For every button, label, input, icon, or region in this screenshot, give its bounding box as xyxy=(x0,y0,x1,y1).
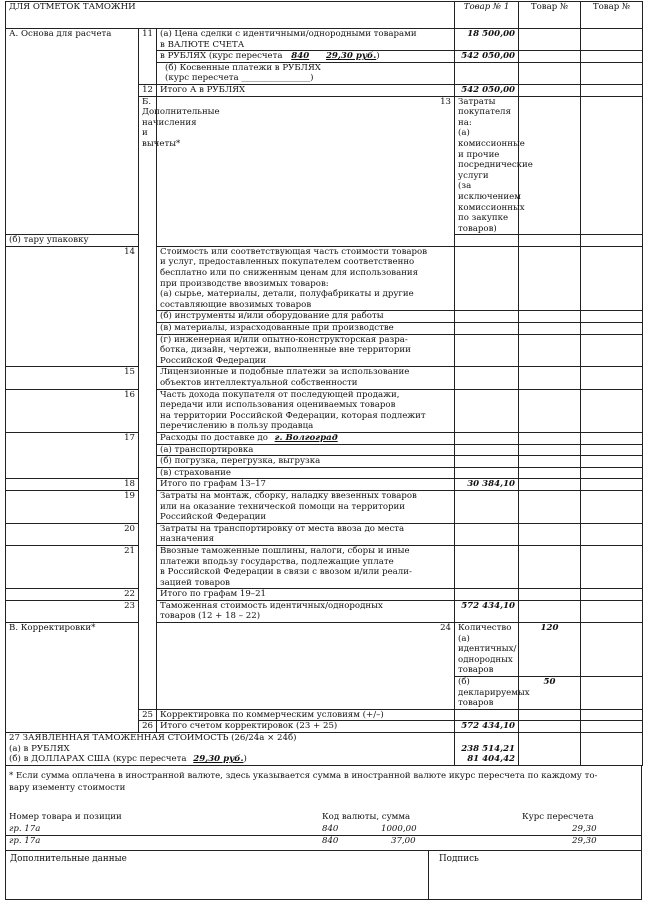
footnote-item: гр. 17а xyxy=(9,823,41,834)
empty-cell xyxy=(519,334,581,367)
empty-cell xyxy=(455,235,519,247)
row-27-title xyxy=(6,733,643,744)
empty-cell xyxy=(581,246,643,311)
empty-cell xyxy=(519,744,581,755)
empty-cell xyxy=(519,456,581,468)
empty-cell xyxy=(519,367,581,389)
value-cell: 542 050,00 xyxy=(455,51,519,63)
empty-cell xyxy=(581,51,643,63)
row-text: Итого по графам 13–17 xyxy=(157,479,455,491)
row-text xyxy=(157,246,455,311)
row-text xyxy=(455,96,533,235)
footnote-item: гр. 17а xyxy=(9,835,41,846)
footnote-rate: 29,30 xyxy=(572,835,597,846)
footnote-code: 840 xyxy=(322,835,339,846)
row-text xyxy=(157,523,455,545)
empty-cell xyxy=(581,545,643,588)
row-number: 24 xyxy=(157,623,455,710)
empty-cell xyxy=(581,311,643,323)
row-text xyxy=(157,600,455,622)
text-line: передачи или использования оцениваемых товаров xyxy=(160,400,396,411)
text-line: (за исключением комиссионных по закупке товаров) xyxy=(458,181,525,234)
row-text: (в) материалы, израсходованные при производстве xyxy=(157,323,455,335)
empty-cell xyxy=(455,490,519,523)
row-17 xyxy=(6,432,643,444)
empty-cell xyxy=(581,490,643,523)
empty-cell xyxy=(519,51,581,63)
row-text: (б) тару упаковку xyxy=(6,235,139,247)
usd-rate: 29,30 руб. xyxy=(193,754,244,765)
section-a-label: А. Основа для расчета xyxy=(6,29,139,235)
text-line: в ВАЛЮТЕ СЧЕТА xyxy=(160,39,245,50)
empty-cell xyxy=(519,467,581,479)
row-number: 18 xyxy=(6,479,139,491)
text-line: Количество xyxy=(458,623,512,634)
empty-cell xyxy=(581,623,643,677)
value-cell: 572 434,10 xyxy=(455,721,519,733)
row-text xyxy=(157,62,455,84)
footnote-code: 840 xyxy=(322,823,339,834)
empty-cell xyxy=(519,733,581,744)
empty-cell xyxy=(455,311,519,323)
empty-cell xyxy=(519,600,581,622)
empty-cell xyxy=(581,456,643,468)
text-line: (а) сырье, материалы, детали, полуфабрикаты и другие xyxy=(160,289,414,300)
row-24a xyxy=(6,623,643,677)
row-text: в РУБЛЯХ (курс пересчета 840 29,30 руб.) xyxy=(157,51,455,63)
goods-col-1: Товар № 1 xyxy=(455,2,519,29)
text-line: (курс пересчета ________________) xyxy=(165,73,314,84)
customs-marks-title: ДЛЯ ОТМЕТОК ТАМОЖНИ xyxy=(6,2,455,29)
empty-cell xyxy=(519,721,581,733)
empty-cell xyxy=(581,334,643,367)
text-line: Затраты покупателя на: xyxy=(458,96,511,128)
text-line: перечислению в пользу продавца xyxy=(160,421,314,432)
text-line: зацией товаров xyxy=(160,577,231,588)
row-number: 25 xyxy=(139,709,157,721)
empty-cell xyxy=(519,523,581,545)
text-line: ботка, дизайн, чертежи, выполненные вне территории xyxy=(160,345,411,356)
empty-cell xyxy=(581,709,643,721)
empty-cell xyxy=(581,389,643,432)
currency-header: Код валюты, сумма xyxy=(322,811,411,822)
empty-cell xyxy=(455,589,519,601)
item-header: Номер товара и позиции xyxy=(9,811,122,822)
extra-block xyxy=(5,850,642,900)
row-number: 22 xyxy=(6,589,139,601)
row-text xyxy=(157,389,455,432)
rate-header: Курс пересчета xyxy=(522,811,594,822)
empty-cell xyxy=(581,479,643,491)
row-21 xyxy=(6,545,643,588)
text-line: (а) Цена сделки с идентичными/однородными товарами xyxy=(160,29,417,39)
row-number: 17 xyxy=(6,432,139,478)
row-text: (в) страхование xyxy=(157,467,455,479)
text-line: Часть дохода покупателя от последующей продажи, xyxy=(160,389,400,400)
row-number: 15 xyxy=(6,367,139,389)
value-cell: 572 434,10 xyxy=(455,600,519,622)
valuation-table xyxy=(5,1,643,766)
row-text: (а) транспортировка xyxy=(157,444,455,456)
empty-cell xyxy=(519,444,581,456)
delivery-city: г. Волгоград xyxy=(274,432,338,443)
row-19 xyxy=(6,490,643,523)
text-line: (б) Косвенные платежи в РУБЛЯХ xyxy=(165,62,321,73)
empty-cell xyxy=(519,490,581,523)
row-text xyxy=(157,334,455,367)
empty-cell xyxy=(581,589,643,601)
row-15 xyxy=(6,367,643,389)
empty-cell xyxy=(519,29,581,51)
empty-cell xyxy=(581,677,643,710)
empty-cell xyxy=(519,62,581,84)
text-line: Затраты на транспортировку от места ввоза до места xyxy=(160,523,405,534)
value-cell: 238 514,21 xyxy=(455,744,519,755)
text-line: Затраты на монтаж, сборку, наладку ввезенных товаров xyxy=(160,490,417,501)
empty-cell xyxy=(581,323,643,335)
row-20 xyxy=(6,523,643,545)
footnote-line: вару изементу стоимости xyxy=(9,782,126,793)
text-line: (а) комиссионные и прочие посреднические услуги xyxy=(458,128,533,181)
row-number: 13 xyxy=(157,96,455,246)
empty-cell xyxy=(455,444,519,456)
empty-cell xyxy=(581,367,643,389)
row-text: Итого А в РУБЛЯХ xyxy=(157,84,455,96)
row-number: 11 xyxy=(139,29,157,85)
row-number: 19 xyxy=(6,490,139,523)
rate-value: 29,30 руб. xyxy=(325,51,377,62)
footnote-line: * Если сумма оплачена в иностранной валюте, здесь указывается сумма в иностранной валюте икурс пересчета по каждому то- xyxy=(9,770,598,781)
row-number: 12 xyxy=(139,84,157,96)
row-22 xyxy=(6,589,643,601)
row-23 xyxy=(6,600,643,622)
empty-cell xyxy=(581,733,643,744)
empty-cell xyxy=(519,323,581,335)
additional-data-label: Дополнительные данные xyxy=(6,851,429,899)
row-text xyxy=(157,545,455,588)
empty-cell xyxy=(581,84,643,96)
row-text xyxy=(157,29,455,51)
text-line: бесплатно или по сниженным ценам для использования xyxy=(160,268,419,279)
row-text: (б) инструменты и/или оборудование для работы xyxy=(157,311,455,323)
goods-col-2: Товар № xyxy=(519,2,581,29)
empty-cell xyxy=(519,246,581,311)
row-27a xyxy=(6,744,643,755)
text-line: или на оказание технической помощи на территории xyxy=(160,501,405,512)
text-line: Лицензионные и подобные платежи за использование xyxy=(160,367,410,378)
goods-col-3: Товар № xyxy=(581,2,643,29)
section-v-label: В. Корректировки* xyxy=(6,623,139,733)
value-cell: 542 050,00 xyxy=(455,84,519,96)
empty-cell xyxy=(455,334,519,367)
empty-cell xyxy=(581,235,643,247)
empty-cell xyxy=(455,456,519,468)
text-line: при производстве ввозимых товаров: xyxy=(160,278,329,289)
footnote-rate: 29,30 xyxy=(572,823,597,834)
row-16 xyxy=(6,389,643,432)
text-line: (б) в ДОЛЛАРАХ США (курс пересчета xyxy=(9,754,187,765)
empty-cell xyxy=(581,754,643,765)
row-27b xyxy=(6,754,643,765)
text-line: составляющие ввозимых товаров xyxy=(160,299,312,310)
row-text: Итого счетом корректировок (23 + 25) xyxy=(157,721,455,733)
text-line: в Российской Федерации в связи с ввозом и/или реали- xyxy=(160,567,412,578)
text-line: Расходы по доставке до xyxy=(160,432,268,443)
empty-cell xyxy=(581,721,643,733)
empty-cell xyxy=(519,235,581,247)
divider xyxy=(6,835,641,836)
row-14a xyxy=(6,246,643,311)
declared-value-rub-label: (а) в РУБЛЯХ xyxy=(6,744,455,755)
empty-cell xyxy=(455,246,519,311)
text-line: Российской Федерации xyxy=(160,512,267,523)
text-line: Стоимость или соответствующая часть стоимости товаров xyxy=(160,246,428,257)
value-cell: 30 384,10 xyxy=(455,479,519,491)
empty-cell xyxy=(581,62,643,84)
text-line: Российской Федерации xyxy=(160,355,267,366)
row-text: (б) декларируемых товаров xyxy=(455,677,519,710)
empty-cell xyxy=(581,467,643,479)
row-text xyxy=(455,623,519,677)
rate-currency: 840 xyxy=(291,51,310,62)
empty-cell xyxy=(519,311,581,323)
text-line: объектов интеллектуальной собственности xyxy=(160,378,358,388)
empty-cell xyxy=(455,467,519,479)
empty-cell xyxy=(581,29,643,51)
section-b-label: Б. Дополнительные начисления и вычеты* xyxy=(139,96,157,709)
empty-cell xyxy=(581,432,643,444)
value-cell: 120 xyxy=(519,623,581,677)
declared-value-title: 27 ЗАЯВЛЕННАЯ ТАМОЖЕННАЯ СТОИМОСТЬ (26/24а × 24б) xyxy=(6,733,455,744)
customs-valuation-form xyxy=(5,1,642,900)
footnote-block xyxy=(5,766,642,850)
empty-cell xyxy=(519,754,581,765)
empty-cell xyxy=(455,523,519,545)
value-cell: 81 404,42 xyxy=(455,754,519,765)
empty-cell xyxy=(519,709,581,721)
empty-cell xyxy=(455,545,519,588)
empty-cell xyxy=(519,84,581,96)
empty-cell xyxy=(455,367,519,389)
row-number: 23 xyxy=(6,600,139,622)
row-text: Итого по графам 19–21 xyxy=(157,589,455,601)
empty-cell xyxy=(455,323,519,335)
declared-value-usd-label: (б) в ДОЛЛАРАХ США (курс пересчета 29,30 руб.) xyxy=(6,754,455,765)
empty-cell xyxy=(581,600,643,622)
signature-label: Подпись xyxy=(439,853,479,864)
text-line: Таможенная стоимость идентичных/однородных xyxy=(160,600,383,611)
row-text xyxy=(157,367,455,389)
value-cell: 50 xyxy=(519,677,581,710)
row-number: 16 xyxy=(6,389,139,432)
row-number: 20 xyxy=(6,523,139,545)
text-line: товаров (12 + 18 – 22) xyxy=(160,611,261,622)
text-line: и услуг, предоставленных покупателем соответственно xyxy=(160,257,415,268)
row-11a xyxy=(6,29,643,51)
row-text xyxy=(157,432,455,444)
empty-cell xyxy=(519,389,581,432)
row-text: Корректировка по коммерческим условиям (+/–) xyxy=(157,709,455,721)
row-text: (б) погрузка, перегрузка, выгрузка xyxy=(157,456,455,468)
empty-cell xyxy=(455,709,519,721)
empty-cell xyxy=(455,432,519,444)
empty-cell xyxy=(581,523,643,545)
text-line: (а) идентичных/однородных товаров xyxy=(458,633,517,676)
text-line: назначения xyxy=(160,534,215,545)
empty-cell xyxy=(455,733,519,744)
empty-cell xyxy=(455,62,519,84)
empty-cell xyxy=(519,589,581,601)
text-line: платежи вподьзу государства, подлежащие уплате xyxy=(160,556,394,567)
footnote-amount: 37,00 xyxy=(391,835,416,846)
row-number: 14 xyxy=(6,246,139,367)
text-line: Ввозные таможенные пошлины, налоги, сборы и иные xyxy=(160,545,410,556)
row-18 xyxy=(6,479,643,491)
empty-cell xyxy=(519,545,581,588)
row-text xyxy=(157,490,455,523)
row-number: 21 xyxy=(6,545,139,588)
empty-cell xyxy=(581,744,643,755)
empty-cell xyxy=(519,432,581,444)
footnote-amount: 1000,00 xyxy=(381,823,417,834)
text-line: в РУБЛЯХ (курс пересчета xyxy=(160,51,283,62)
empty-cell xyxy=(581,96,643,235)
empty-cell xyxy=(455,389,519,432)
empty-cell xyxy=(581,444,643,456)
row-number: 26 xyxy=(139,721,157,733)
text-line: (г) инженерная и/или опытно-конструкторская разра- xyxy=(160,334,408,345)
text-line: на территории Российской Федерации, которая подлежит xyxy=(160,410,426,421)
header-row xyxy=(6,2,643,29)
value-cell: 18 500,00 xyxy=(455,29,519,51)
empty-cell xyxy=(519,479,581,491)
